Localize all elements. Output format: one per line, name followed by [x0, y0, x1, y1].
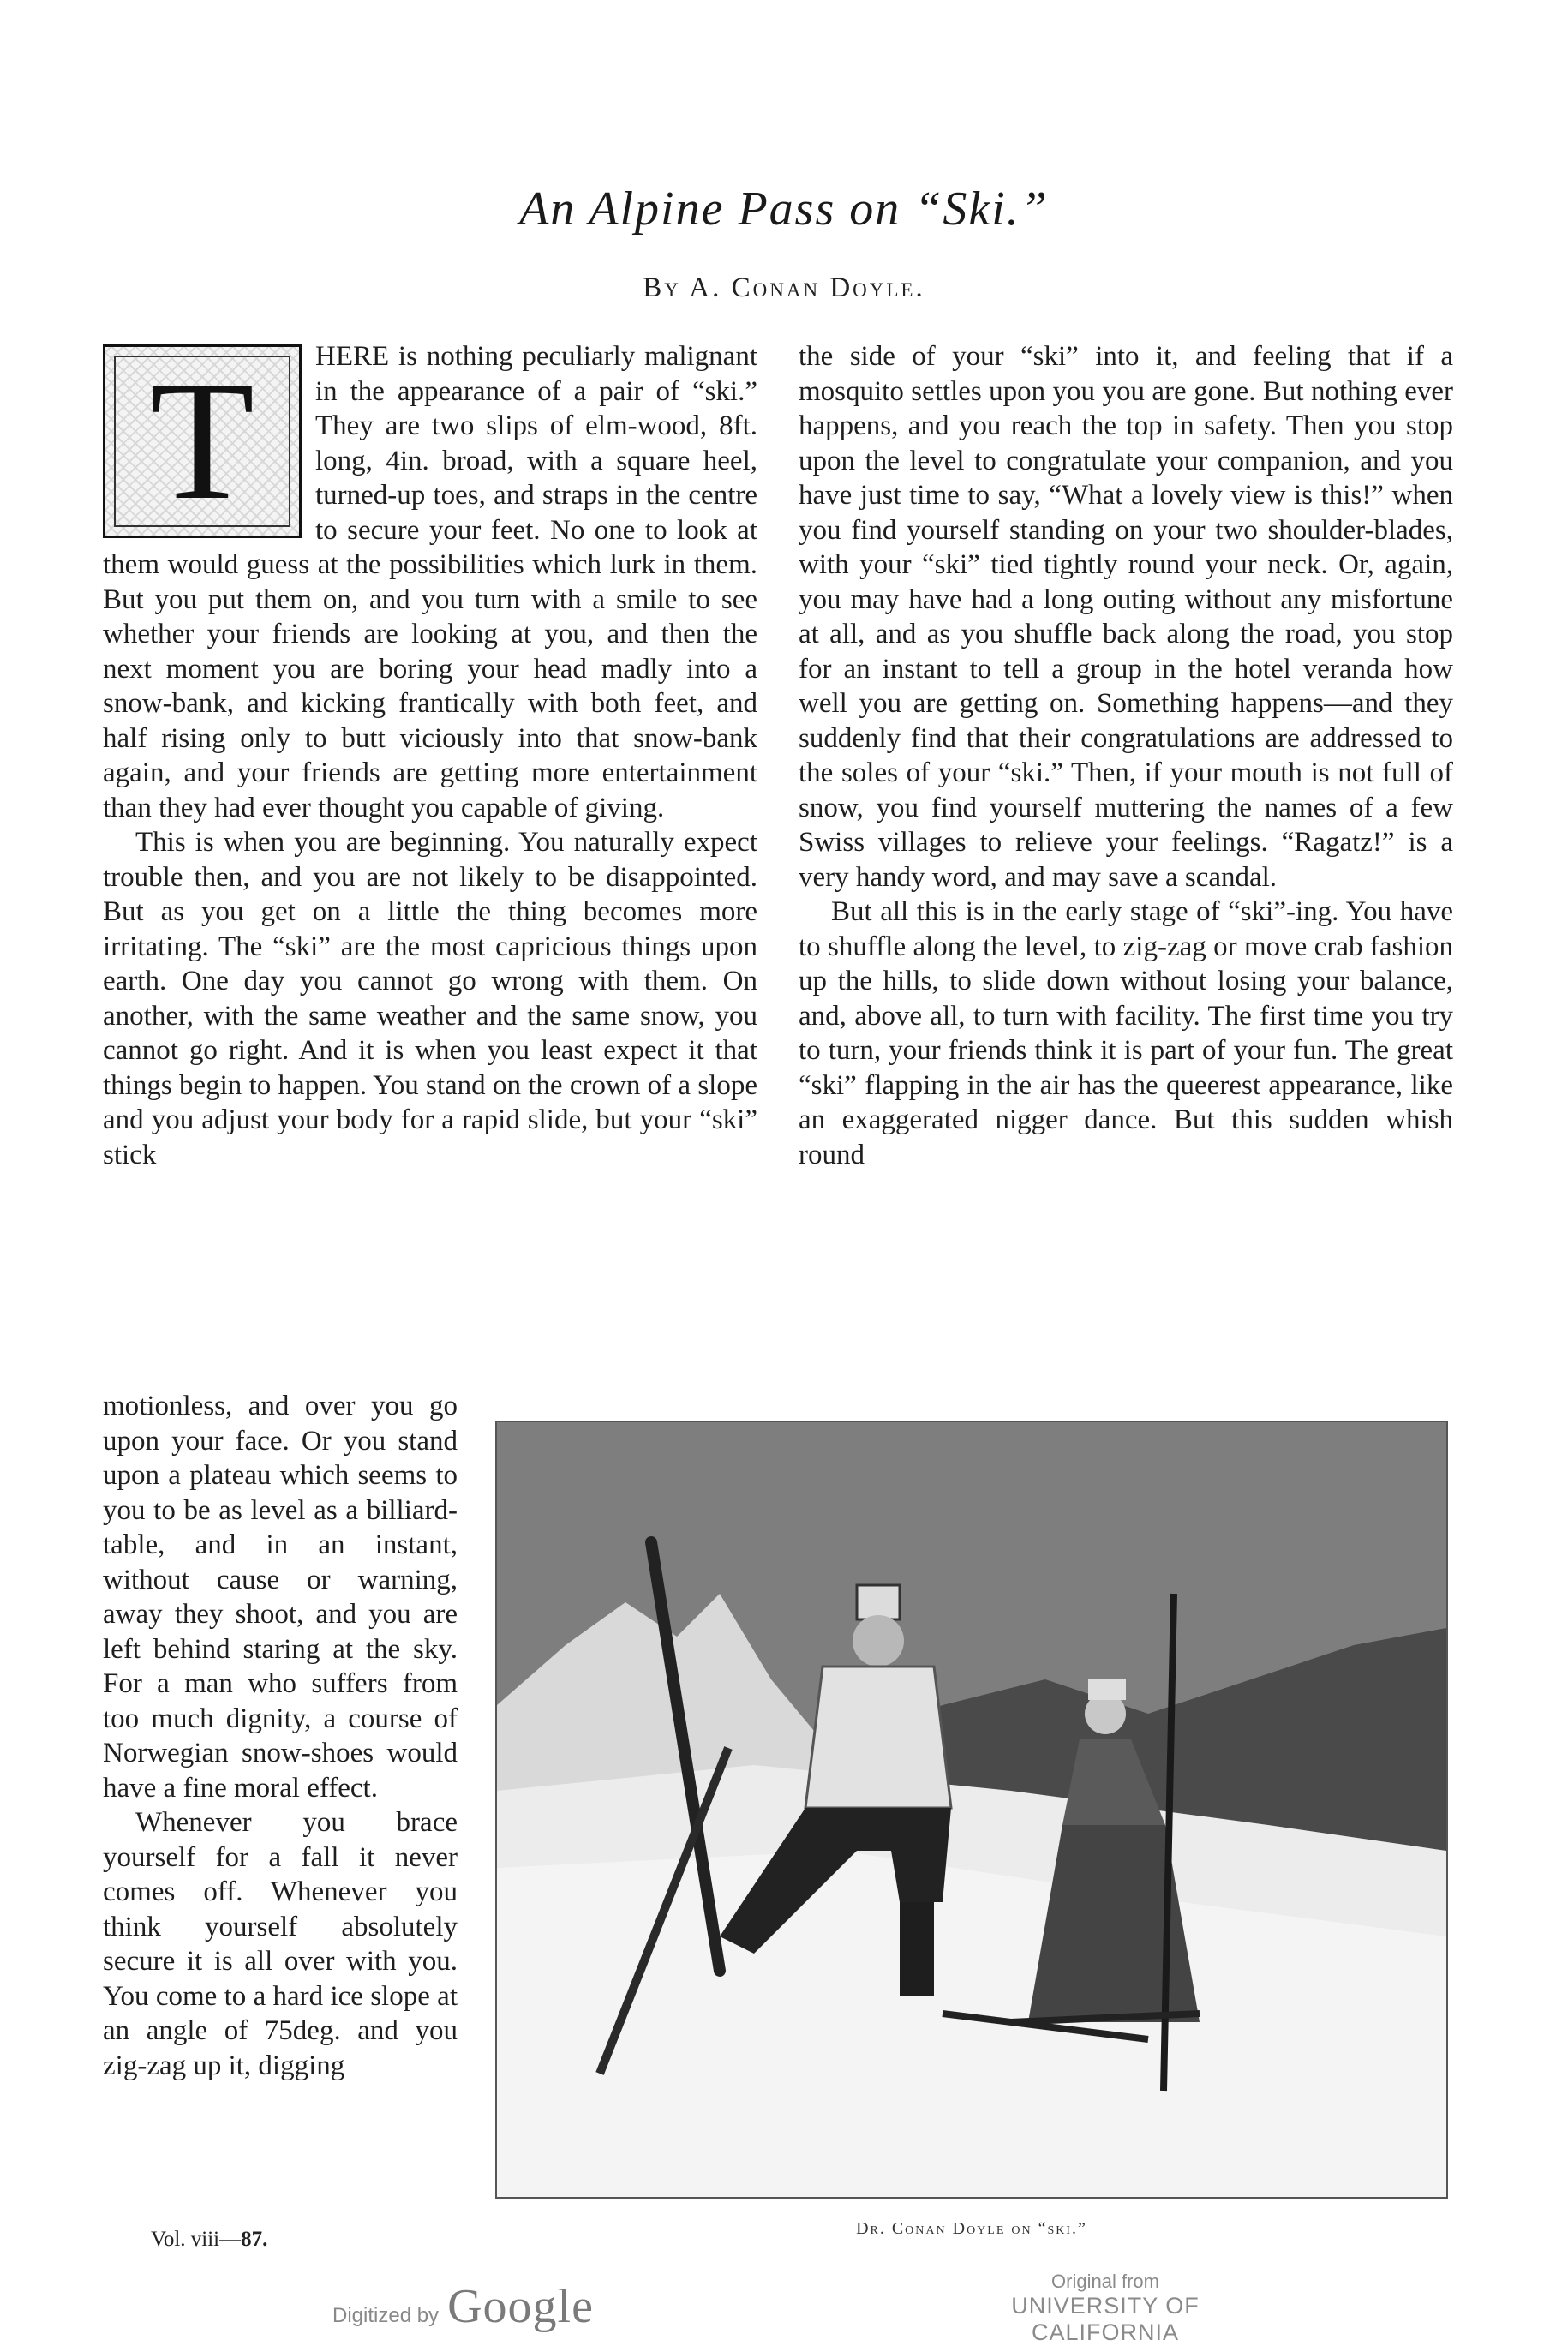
paragraph: the side of your “ski” into it, and feeling that if a mosquito settles upon you you are gone. But nothing ever happens, and you reach the top in safety. Then you stop upon the level to congratulate your companion, and you have just time to say, “What a lovely view is this!” when you find yourself standing on your two shoulder-blades, with your “ski” tied tightly round your neck. Or, again, you may have had a long outing without any misfortune at all, and as you shuffle back along the road, you stop for an instant to tell a group in the hotel veranda how well you are getting on. Something happens—and they suddenly find that their congratulations are addressed to the soles of your “ski.” Then, if your mouth is not full of snow, you find yourself muttering the names of a few Swiss villages to relieve your feelings. “Ragatz!” is a very handy word, and may save a scandal. — [799, 341, 1453, 893]
man-head — [853, 1615, 904, 1667]
paragraph: But all this is in the early stage of “ski”-ing. You have to shuffle along the level, to zig-zag or move crab fashion up the hills, to slide down without losing your balance, and, above all, to turn with facility. The first time you try to turn, your friends think it is part of your fun. The great “ski” flapping in the air has the queerest appearance, like an exaggerated nigger dance. But this sudden whish round — [799, 896, 1453, 1170]
photo-illustration — [497, 1422, 1446, 2197]
paragraph: motionless, and over you go upon your face. Or you stand upon a plateau which seems to you to be as level as a billiard-table, and in an instant, without cause or warning, away they shoot, and you are left behind staring at the sky. For a man who suffers from too much dignity, a course of Norwegian snow-shoes would have a fine moral effect. — [103, 1391, 458, 1804]
ornamental-dropcap — [103, 344, 302, 538]
photo-caption: Dr. Conan Doyle on “ski.” — [856, 2219, 1087, 2238]
original-from-label: Original from — [1051, 2271, 1159, 2292]
volume-label: Vol. viii — [151, 2228, 220, 2251]
man-sweater — [805, 1667, 951, 1808]
article-byline: By A. Conan Doyle. — [643, 272, 925, 303]
page-number: —87. — [219, 2228, 268, 2251]
left-column — [103, 339, 757, 1172]
google-logo: Google — [447, 2280, 594, 2333]
man-cap — [857, 1585, 900, 1619]
digitized-by-google — [332, 2279, 594, 2334]
narrow-column — [103, 1389, 458, 2083]
paragraph: This is when you are beginning. You naturally expect trouble then, and you are not likely to be disappointed. But as you get on a little the thing becomes more irritating. The “ski” are the most capricious things upon earth. One day you cannot go wrong with them. On another, with the same weather and the same snow, you cannot go right. And it is when you least expect it that things begin to happen. You stand on the crown of a slope and you adjust your body for a rapid slide, but your “ski” stick — [103, 827, 757, 1170]
article-title: An Alpine Pass on “Ski.” — [519, 183, 1049, 236]
skiers-photograph — [495, 1421, 1448, 2199]
dropcap-letter: T — [149, 346, 255, 536]
institution-name: UNIVERSITY OF CALIFORNIA — [1011, 2293, 1200, 2345]
digitized-by-label: Digitized by — [332, 2304, 440, 2327]
volume-folio — [151, 2228, 267, 2252]
paragraph: HERE is nothing peculiarly malignant in the appearance of a pair of “ski.” They are two slips of elm-wood, 8ft. long, 4in. broad, with a square heel, turned-up toes, and straps in the centre to secure your feet. No one to look at them would guess at the possibilities which lurk in them. But you put them on, and you turn with a smile to see whether your friends are looking at you, and then the next moment you are boring your head madly into a snow-bank, and kicking frantically with both feet, and half rising only to butt viciously into that snow-bank again, and your friends are getting more entertainment than they had ever thought you capable of giving. — [103, 341, 757, 823]
right-column — [799, 339, 1453, 1172]
original-from — [951, 2271, 1260, 2346]
paragraph: Whenever you brace yourself for a fall it never comes off. Whenever you think yourself absolutely secure it is all over with you. You come to a hard ice slope at an angle of 75deg. and you zig-zag up it, digging — [103, 1807, 458, 2081]
